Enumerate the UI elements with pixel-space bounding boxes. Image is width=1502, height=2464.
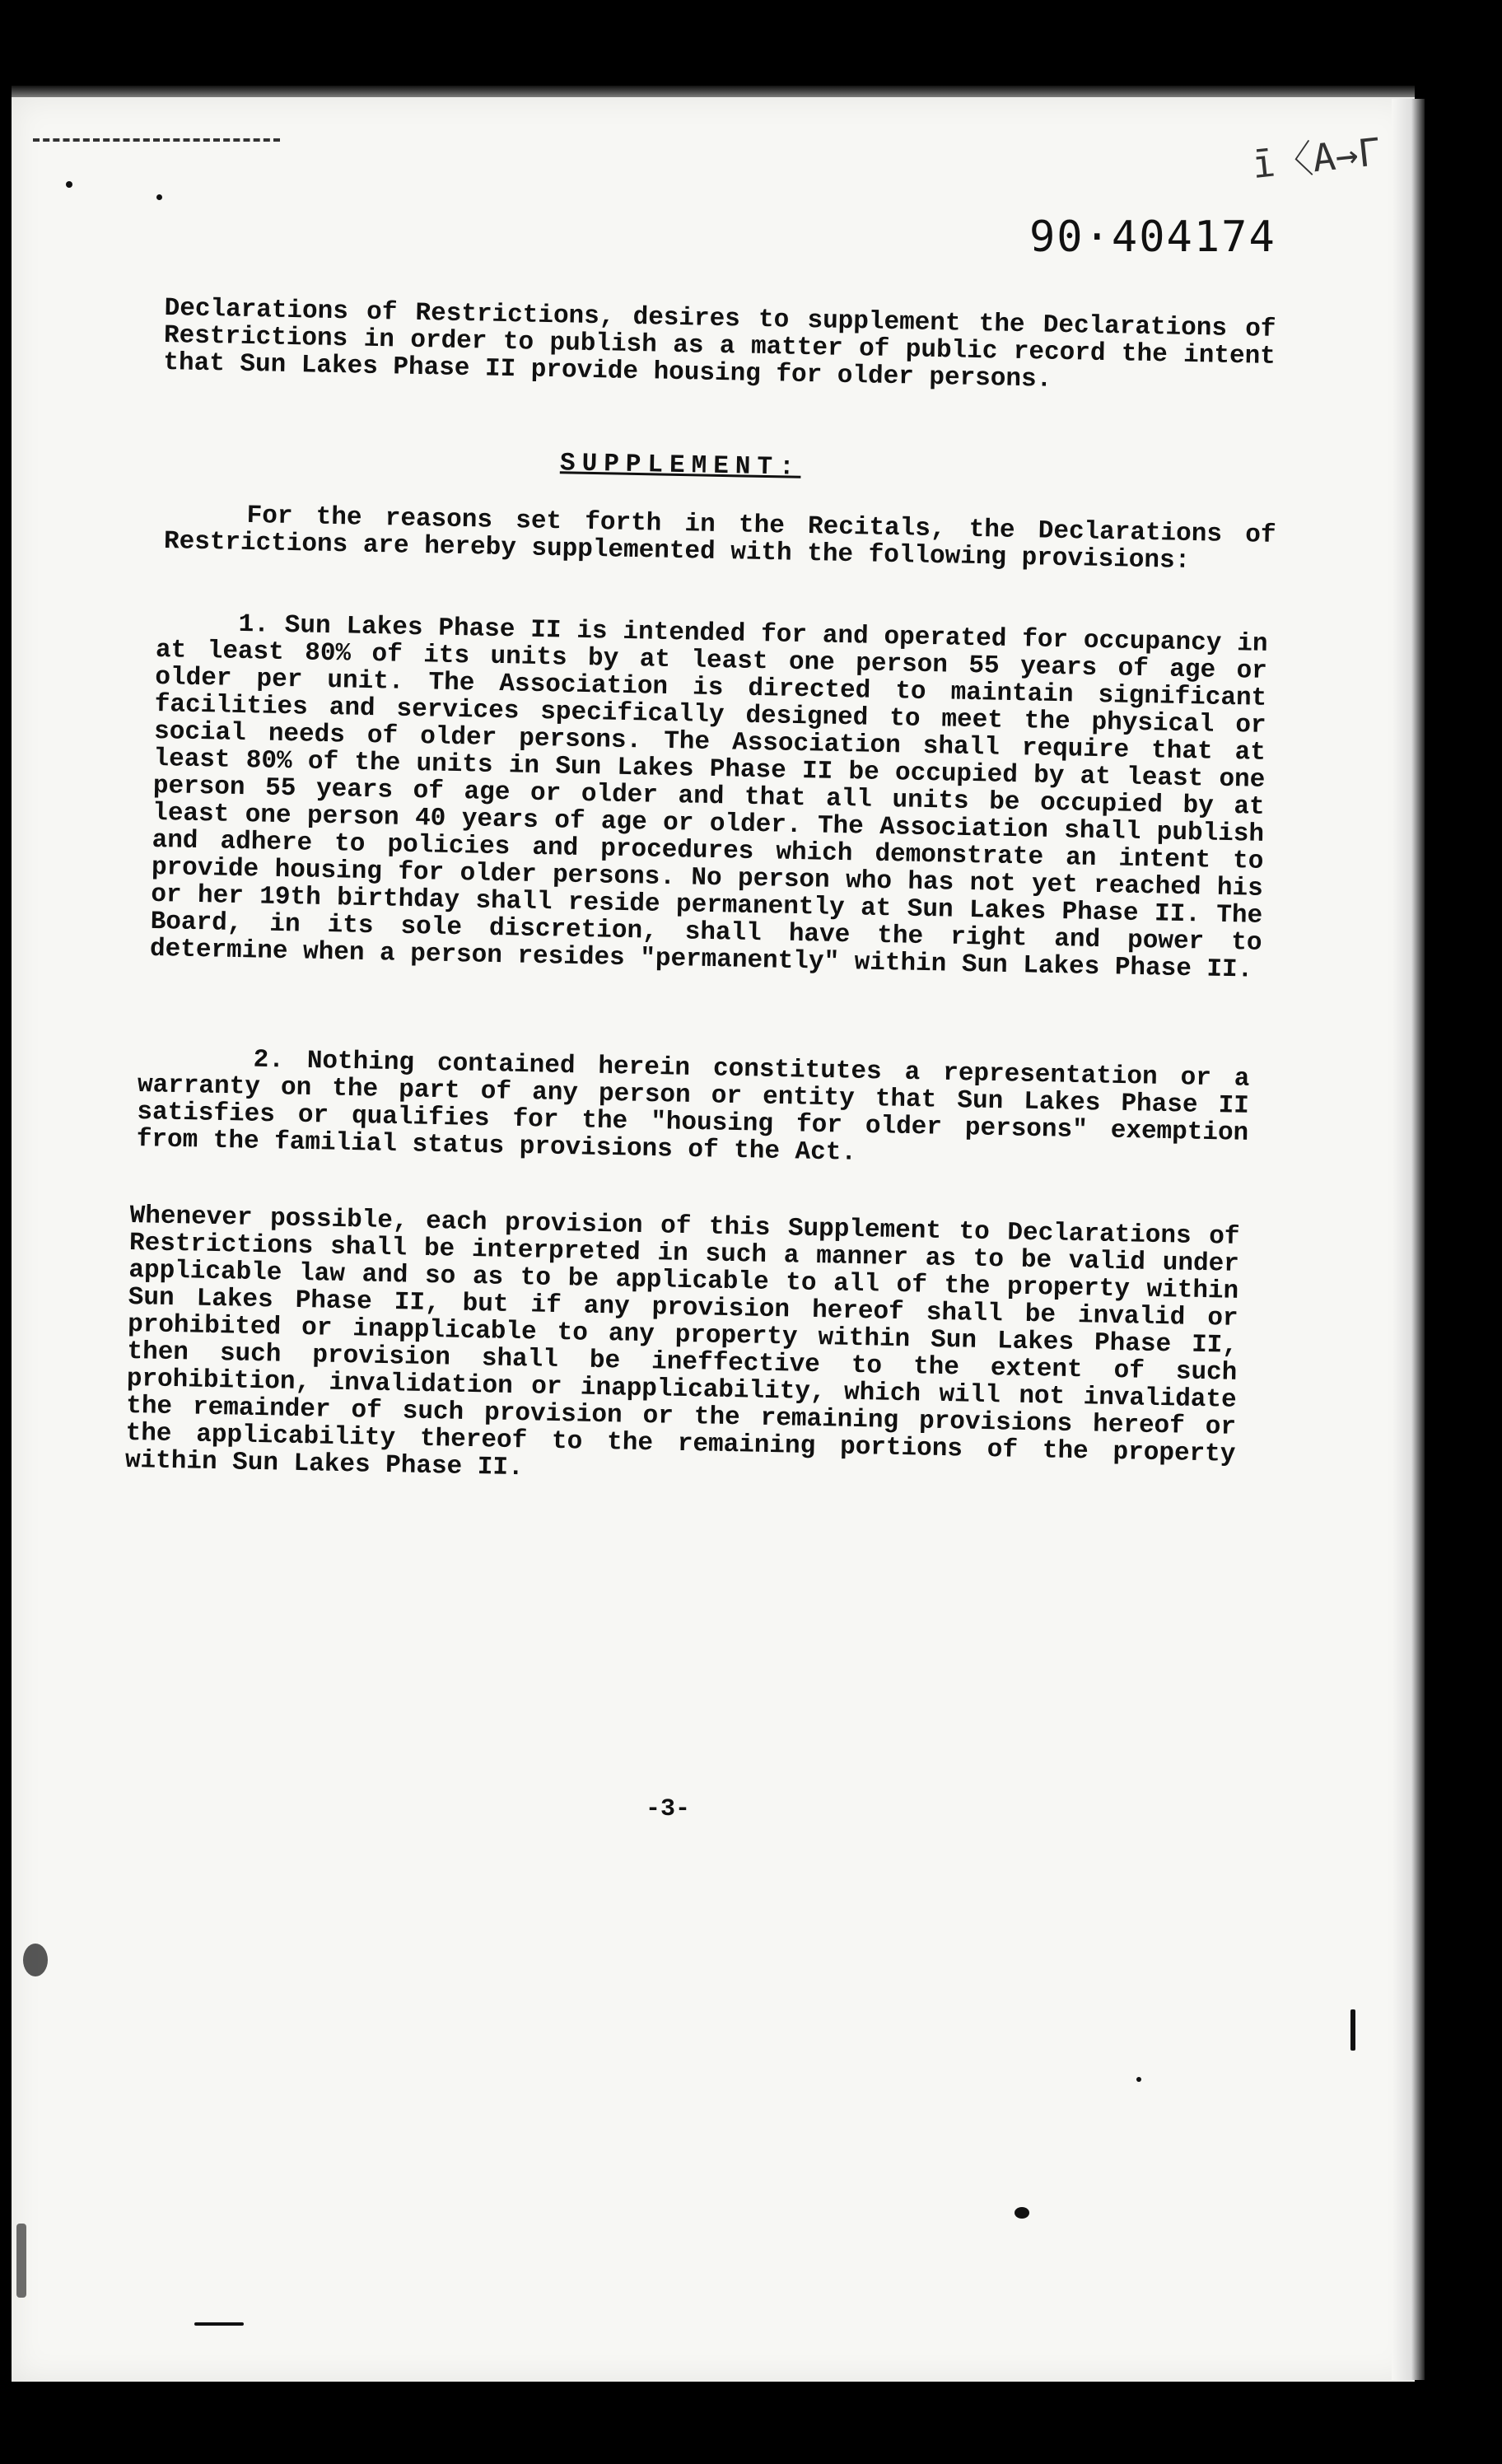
scan-speck (156, 194, 162, 200)
scan-speck (16, 2224, 26, 2298)
scan-speck (1350, 2009, 1355, 2051)
page-number: -3- (646, 1795, 691, 1823)
scan-speck (23, 1944, 48, 1976)
provision-1: 1. Sun Lakes Phase II is intended for and operated for occupancy in at least 80% of its units by at least one person 55 years of age or older per unit. The Association is directed to maintain significant facilities and services specifically designed to meet the physical or social needs of older persons. The Association shall require that at least 80% of the units in Sun Lakes Phase II be occupied by at least one person 55 years of age or older and that all units be occupied by at least one person 40 years of age or older. The Association shall publish and adhere to policies and procedures which demonstrate an intent to provide housing for older persons. No person who has not yet reached his or her 19th birthday shall reside permanently at Sun Lakes Phase II. The Board, in its sole discretion, shall have the right and power to determine when a person resides "permanently" within Sun Lakes Phase II. (149, 609, 1268, 985)
scan-speck (1136, 2077, 1141, 2082)
intro-paragraph: Declarations of Restrictions, desires to supplement the Declarations of Restrictions in order to publish as a matter of public record the intent that Sun Lakes Phase II provide housing for older persons. (163, 294, 1276, 394)
severability-paragraph: Whenever possible, each provision of this Supplement to Declarations of Restrictions shall be interpreted in such a manner as to be valid under applicable law and so as to be applicable to all of the property within Sun Lakes Phase II, but if any provision hereof shall be invalid or prohibited or inapplicable to any property within Sun Lakes Phase II, then such provision shall be ineffective to the extent of such prohibition, invalidation or inapplicability, which will not invalidate the remainder of such provision or the remaining provisions hereof or the applicability thereof to the remaining portions of the property within Sun Lakes Phase II. (124, 1202, 1240, 1483)
handwritten-corner-mark: ī〈Α→Γ (1249, 128, 1383, 188)
scan-speck (66, 181, 72, 188)
provision-2: 2. Nothing contained herein constitutes a representation or a warranty on the part of any person or entity that Sun Lakes Phase II satisfies or qualifies for the "housing for older persons" exemption from the familial status provisions of the Act. (136, 1045, 1250, 1168)
document-number: 90·404174 (1029, 212, 1276, 262)
lead-paragraph: For the reasons set forth in the Recitals, the Declarations of Restrictions are hereby supplemented with the following provisions: (163, 501, 1276, 576)
scan-artifact-dashes (33, 138, 280, 142)
section-heading: SUPPLEMENT: (559, 449, 801, 483)
paper-right-shadow (1392, 99, 1425, 2380)
scan-speck (194, 2322, 244, 2326)
scan-speck (1015, 2207, 1029, 2219)
